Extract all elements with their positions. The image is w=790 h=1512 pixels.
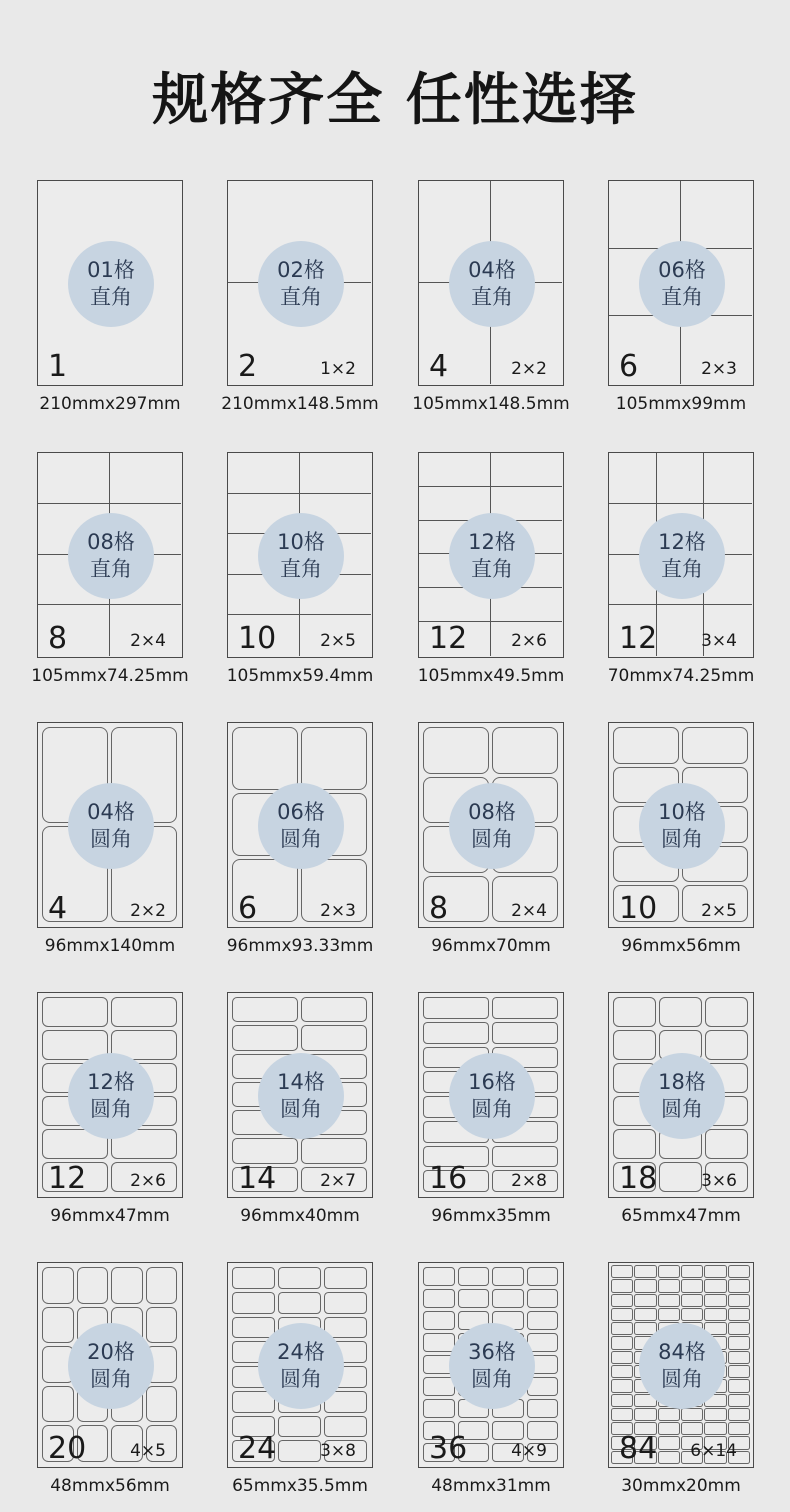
label-cell xyxy=(423,1267,455,1286)
sheet-preview xyxy=(418,452,564,658)
label-cell xyxy=(419,453,491,487)
label-spec-card[interactable] xyxy=(418,722,608,972)
label-cell xyxy=(681,1265,703,1278)
label-spec-card[interactable] xyxy=(31,452,227,702)
label-cell xyxy=(611,1408,633,1421)
label-cell xyxy=(110,453,182,504)
sheet-preview xyxy=(608,452,754,658)
label-cell xyxy=(423,1022,489,1044)
badge-count-label: 04格 xyxy=(87,800,135,824)
label-cell xyxy=(634,1408,656,1421)
label-cell xyxy=(300,453,372,494)
label-count: 12 xyxy=(48,1161,87,1196)
label-cell xyxy=(704,1265,726,1278)
sheet-preview xyxy=(227,722,373,928)
sheet-preview xyxy=(608,992,754,1198)
grid-layout: 1×2 xyxy=(320,359,356,379)
badge-count-label: 10格 xyxy=(658,800,706,824)
label-spec-card[interactable] xyxy=(418,452,608,702)
label-dimensions: 96mmx70mm xyxy=(431,936,551,956)
label-cell xyxy=(611,1365,633,1378)
label-count: 8 xyxy=(48,621,68,656)
label-count: 14 xyxy=(238,1161,277,1196)
label-spec-card[interactable] xyxy=(221,180,417,430)
label-cell xyxy=(458,1289,490,1308)
grid-layout: 4×9 xyxy=(511,1441,547,1461)
badge-corner-type: 直角 xyxy=(471,285,513,309)
label-cell xyxy=(728,1379,750,1392)
label-cell xyxy=(232,1292,275,1314)
label-spec-card[interactable] xyxy=(608,992,790,1242)
badge-count-label: 10格 xyxy=(277,530,325,554)
label-cell xyxy=(728,1394,750,1407)
label-dimensions: 96mmx56mm xyxy=(621,936,741,956)
spec-badge xyxy=(258,1053,344,1139)
grid-layout: 2×5 xyxy=(320,631,356,651)
spec-badge xyxy=(449,513,535,599)
label-cell xyxy=(611,1279,633,1292)
label-spec-card[interactable] xyxy=(37,722,227,972)
sheet-preview xyxy=(418,722,564,928)
badge-count-label: 12格 xyxy=(87,1070,135,1094)
badge-count-label: 36格 xyxy=(468,1340,516,1364)
label-cell xyxy=(634,1265,656,1278)
label-cell xyxy=(658,1308,680,1321)
sheet-preview xyxy=(37,180,183,386)
label-count: 1 xyxy=(48,349,68,384)
grid-layout: 2×4 xyxy=(130,631,166,651)
badge-corner-type: 直角 xyxy=(90,557,132,581)
label-dimensions: 105mmx99mm xyxy=(615,394,747,414)
label-cell xyxy=(704,1279,726,1292)
badge-corner-type: 圆角 xyxy=(90,1097,132,1121)
label-dimensions: 96mmx140mm xyxy=(44,936,176,956)
label-cell xyxy=(611,1394,633,1407)
badge-corner-type: 圆角 xyxy=(90,827,132,851)
label-cell xyxy=(613,727,679,764)
label-cell xyxy=(634,1308,656,1321)
label-cell xyxy=(232,1025,298,1050)
badge-count-label: 12格 xyxy=(468,530,516,554)
badge-count-label: 01格 xyxy=(87,258,135,282)
spec-badge xyxy=(449,783,535,869)
label-cell xyxy=(301,997,367,1022)
label-dimensions: 210mmx297mm xyxy=(39,394,181,414)
badge-count-label: 06格 xyxy=(658,258,706,282)
label-cell xyxy=(492,1267,524,1286)
label-cell xyxy=(278,1267,321,1289)
label-dimensions: 96mmx35mm xyxy=(431,1206,551,1226)
label-cell xyxy=(659,997,702,1027)
label-count: 18 xyxy=(619,1161,658,1196)
label-spec-card[interactable] xyxy=(418,1262,608,1512)
grid-layout: 3×6 xyxy=(701,1171,737,1191)
label-cell xyxy=(728,1365,750,1378)
badge-count-label: 12格 xyxy=(658,530,706,554)
label-spec-card[interactable] xyxy=(227,722,417,972)
label-cell xyxy=(232,1267,275,1289)
badge-corner-type: 圆角 xyxy=(280,1367,322,1391)
spec-badge xyxy=(639,1323,725,1409)
label-cell xyxy=(658,1279,680,1292)
label-cell xyxy=(458,1267,490,1286)
label-cell xyxy=(658,1422,680,1435)
label-cell xyxy=(659,1162,702,1192)
sheet-preview xyxy=(37,722,183,928)
label-cell xyxy=(658,1265,680,1278)
sheet-preview xyxy=(227,1262,373,1468)
label-cell xyxy=(278,1440,321,1462)
spec-badge xyxy=(68,1323,154,1409)
label-cell xyxy=(232,997,298,1022)
label-cell xyxy=(232,1138,298,1163)
grid-layout: 2×3 xyxy=(320,901,356,921)
badge-corner-type: 直角 xyxy=(471,557,513,581)
label-spec-card[interactable] xyxy=(608,722,790,972)
label-cell xyxy=(42,1267,74,1304)
page-title: 规格齐全 任性选择 xyxy=(152,68,638,133)
label-dimensions: 96mmx47mm xyxy=(50,1206,170,1226)
spec-badge xyxy=(449,241,535,327)
label-cell xyxy=(527,1267,559,1286)
label-count: 2 xyxy=(238,349,258,384)
label-dimensions: 70mmx74.25mm xyxy=(607,666,755,686)
badge-count-label: 84格 xyxy=(658,1340,706,1364)
spec-badge xyxy=(68,241,154,327)
badge-corner-type: 直角 xyxy=(280,285,322,309)
label-cell xyxy=(228,453,300,494)
label-count: 6 xyxy=(619,349,639,384)
label-cell xyxy=(704,453,752,504)
sheet-preview xyxy=(608,722,754,928)
label-spec-card[interactable] xyxy=(37,180,227,430)
label-cell xyxy=(728,1351,750,1364)
grid-layout: 2×6 xyxy=(130,1171,166,1191)
label-cell xyxy=(658,1294,680,1307)
badge-corner-type: 圆角 xyxy=(90,1367,132,1391)
label-dimensions: 65mmx35.5mm xyxy=(232,1476,368,1496)
label-cell xyxy=(704,1294,726,1307)
grid-layout: 2×2 xyxy=(130,901,166,921)
label-cell xyxy=(423,1377,455,1396)
label-cell xyxy=(527,1311,559,1330)
label-cell xyxy=(111,997,177,1027)
label-count: 36 xyxy=(429,1431,468,1466)
label-cell xyxy=(681,181,753,249)
label-spec-card[interactable] xyxy=(227,1262,417,1512)
label-count: 10 xyxy=(238,621,277,656)
label-cell xyxy=(146,1307,178,1344)
label-cell xyxy=(111,1267,143,1304)
grid-layout: 2×8 xyxy=(511,1171,547,1191)
badge-corner-type: 圆角 xyxy=(280,827,322,851)
label-count: 4 xyxy=(429,349,449,384)
sheet-preview xyxy=(227,452,373,658)
sheet-preview xyxy=(418,992,564,1198)
label-cell xyxy=(527,1289,559,1308)
label-count: 12 xyxy=(619,621,658,656)
label-count: 6 xyxy=(238,891,258,926)
label-cell xyxy=(301,727,367,790)
label-cell xyxy=(609,181,681,249)
label-cell xyxy=(146,1267,178,1304)
spec-badge xyxy=(258,783,344,869)
label-cell xyxy=(658,1408,680,1421)
label-cell xyxy=(38,453,110,504)
label-cell xyxy=(278,1292,321,1314)
label-count: 8 xyxy=(429,891,449,926)
label-cell xyxy=(42,997,108,1027)
spec-badge xyxy=(68,513,154,599)
label-cell xyxy=(681,1408,703,1421)
grid-layout: 3×8 xyxy=(320,1441,356,1461)
badge-corner-type: 直角 xyxy=(280,557,322,581)
label-cell xyxy=(491,453,563,487)
label-cell xyxy=(634,1279,656,1292)
label-cell xyxy=(611,1322,633,1335)
badge-count-label: 08格 xyxy=(468,800,516,824)
grid-layout: 2×5 xyxy=(701,901,737,921)
grid-layout: 4×5 xyxy=(130,1441,166,1461)
label-cell xyxy=(611,1294,633,1307)
label-cell xyxy=(423,727,489,774)
badge-corner-type: 直角 xyxy=(661,557,703,581)
sheet-preview xyxy=(37,452,183,658)
label-cell xyxy=(728,1279,750,1292)
label-spec-card[interactable] xyxy=(227,452,417,702)
label-cell xyxy=(705,1129,748,1159)
label-cell xyxy=(301,1025,367,1050)
label-cell xyxy=(728,1265,750,1278)
sheet-preview xyxy=(608,1262,754,1468)
label-dimensions: 105mmx49.5mm xyxy=(417,666,565,686)
label-dimensions: 65mmx47mm xyxy=(621,1206,741,1226)
badge-corner-type: 圆角 xyxy=(471,1097,513,1121)
label-count: 84 xyxy=(619,1431,658,1466)
badge-corner-type: 圆角 xyxy=(280,1097,322,1121)
sheet-preview xyxy=(418,1262,564,1468)
label-cell xyxy=(324,1292,367,1314)
label-cell xyxy=(611,1336,633,1349)
sheet-preview xyxy=(37,992,183,1198)
label-cell xyxy=(634,1294,656,1307)
sheet-preview xyxy=(227,992,373,1198)
label-cell xyxy=(704,1308,726,1321)
badge-corner-type: 圆角 xyxy=(471,827,513,851)
label-count: 24 xyxy=(238,1431,277,1466)
label-count: 10 xyxy=(619,891,658,926)
badge-count-label: 18格 xyxy=(658,1070,706,1094)
sheet-preview xyxy=(227,180,373,386)
label-cell xyxy=(705,997,748,1027)
badge-corner-type: 直角 xyxy=(661,285,703,309)
label-cell xyxy=(681,1279,703,1292)
label-cell xyxy=(278,1416,321,1438)
spec-badge xyxy=(639,241,725,327)
label-dimensions: 96mmx40mm xyxy=(240,1206,360,1226)
badge-count-label: 04格 xyxy=(468,258,516,282)
grid-layout: 2×7 xyxy=(320,1171,356,1191)
label-cell xyxy=(232,727,298,790)
label-cell xyxy=(42,1307,74,1344)
label-spec-card[interactable] xyxy=(418,992,608,1242)
badge-corner-type: 圆角 xyxy=(661,827,703,851)
label-count: 4 xyxy=(48,891,68,926)
label-cell xyxy=(423,1333,455,1352)
label-cell xyxy=(611,1265,633,1278)
label-dimensions: 48mmx56mm xyxy=(50,1476,170,1496)
label-cell xyxy=(527,1399,559,1418)
label-cell xyxy=(728,1336,750,1349)
label-cell xyxy=(728,1308,750,1321)
sheet-preview xyxy=(37,1262,183,1468)
label-cell xyxy=(613,997,656,1027)
label-cell xyxy=(423,1399,455,1418)
spec-badge xyxy=(639,1053,725,1139)
grid-layout: 2×6 xyxy=(511,631,547,651)
label-cell xyxy=(681,1294,703,1307)
label-cell xyxy=(146,1386,178,1423)
label-cell xyxy=(232,1317,275,1339)
grid-layout: 2×2 xyxy=(511,359,547,379)
label-dimensions: 48mmx31mm xyxy=(431,1476,551,1496)
label-cell xyxy=(492,1022,558,1044)
label-dimensions: 105mmx59.4mm xyxy=(226,666,374,686)
spec-badge xyxy=(68,1053,154,1139)
label-cell xyxy=(728,1422,750,1435)
label-cell xyxy=(492,727,558,774)
label-cell xyxy=(657,453,705,504)
badge-corner-type: 圆角 xyxy=(471,1367,513,1391)
label-cell xyxy=(681,1308,703,1321)
badge-count-label: 24格 xyxy=(277,1340,325,1364)
grid-layout: 2×4 xyxy=(511,901,547,921)
badge-count-label: 02格 xyxy=(277,258,325,282)
label-cell xyxy=(423,997,489,1019)
label-cell xyxy=(609,453,657,504)
label-dimensions: 105mmx74.25mm xyxy=(31,666,189,686)
spec-badge xyxy=(449,1323,535,1409)
label-cell xyxy=(77,1267,109,1304)
grid-layout: 3×4 xyxy=(701,631,737,651)
grid-layout: 2×3 xyxy=(701,359,737,379)
label-cell xyxy=(728,1294,750,1307)
badge-count-label: 14格 xyxy=(277,1070,325,1094)
spec-badge xyxy=(258,513,344,599)
label-cell xyxy=(492,997,558,1019)
spec-badge xyxy=(449,1053,535,1139)
badge-corner-type: 圆角 xyxy=(661,1097,703,1121)
label-cell xyxy=(658,1436,680,1449)
label-dimensions: 30mmx20mm xyxy=(621,1476,741,1496)
label-cell xyxy=(658,1451,680,1464)
label-spec-card[interactable] xyxy=(227,992,417,1242)
label-cell xyxy=(611,1308,633,1321)
label-cell xyxy=(492,1289,524,1308)
label-cell xyxy=(705,1030,748,1060)
label-cell xyxy=(657,605,705,656)
label-dimensions: 96mmx93.33mm xyxy=(226,936,374,956)
badge-count-label: 08格 xyxy=(87,530,135,554)
badge-corner-type: 直角 xyxy=(90,285,132,309)
label-count: 16 xyxy=(429,1161,468,1196)
label-cell xyxy=(324,1267,367,1289)
label-cell xyxy=(728,1408,750,1421)
sheet-preview xyxy=(418,180,564,386)
label-spec-card[interactable] xyxy=(37,1262,227,1512)
label-dimensions: 105mmx148.5mm xyxy=(412,394,570,414)
label-cell xyxy=(613,1030,656,1060)
label-cell xyxy=(423,1311,455,1330)
label-spec-card[interactable] xyxy=(412,180,608,430)
label-cell xyxy=(681,1422,703,1435)
badge-count-label: 16格 xyxy=(468,1070,516,1094)
grid-layout: 6×14 xyxy=(690,1441,737,1461)
spec-badge xyxy=(258,1323,344,1409)
spec-badge xyxy=(258,241,344,327)
label-cell xyxy=(728,1322,750,1335)
label-cell xyxy=(613,1129,656,1159)
spec-badge xyxy=(68,783,154,869)
label-cell xyxy=(42,1386,74,1423)
label-cell xyxy=(423,1289,455,1308)
label-cell xyxy=(527,1421,559,1440)
label-cell xyxy=(611,1379,633,1392)
label-cell xyxy=(611,1351,633,1364)
label-spec-card[interactable] xyxy=(608,180,790,430)
sheet-preview xyxy=(608,180,754,386)
label-cell xyxy=(301,1138,367,1163)
label-count: 12 xyxy=(429,621,468,656)
badge-count-label: 06格 xyxy=(277,800,325,824)
badge-count-label: 20格 xyxy=(87,1340,135,1364)
label-spec-card[interactable] xyxy=(608,452,790,702)
label-cell xyxy=(324,1416,367,1438)
label-cell xyxy=(704,1422,726,1435)
badge-corner-type: 圆角 xyxy=(661,1367,703,1391)
label-count: 20 xyxy=(48,1431,87,1466)
label-cell xyxy=(492,1146,558,1168)
label-dimensions: 210mmx148.5mm xyxy=(221,394,379,414)
spec-badge xyxy=(639,513,725,599)
spec-badge xyxy=(639,783,725,869)
label-cell xyxy=(704,1408,726,1421)
label-cell xyxy=(492,1421,524,1440)
label-spec-card[interactable] xyxy=(608,1262,790,1512)
label-spec-card[interactable] xyxy=(37,992,227,1242)
label-cell xyxy=(682,727,748,764)
